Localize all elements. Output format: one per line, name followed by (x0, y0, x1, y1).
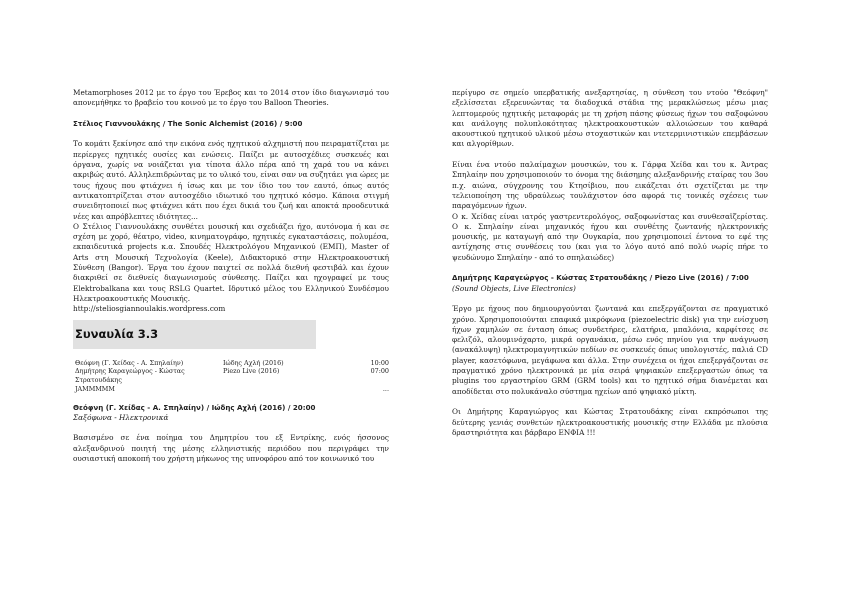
schedule-performers (75, 359, 211, 394)
schedule-performer: Δημήτρης Καραγεώργος - Κώστας (75, 367, 185, 376)
concert-section-banner (73, 320, 316, 349)
left-column (73, 88, 389, 464)
schedule-works (223, 359, 284, 376)
piece-instrumentation: Σαξόφωνα - Ηλεκτρονικά (73, 412, 169, 422)
iodis-achli-description-continued: περίγυρο σε σημείο υπερβατικής ανεξαρτησίας, η σύνθεση του ντούο "Θεόφνη" εξελίσσεται εξερευνώντας τα διαδοχικά στάδια της μερακλώσεως μέσω μιας λεπτομερούς ηχητικής μεταφοράς με τη χρήση πάσης φύσεως ήχων του σαξοφώνου και ανάλογης πολυπλοκότητας ηλεκτροακουστικών αλλοιώσεων του καθαρά ακουστικού ηχητικού υλικού μέσω στοχαστικών και ντετερμινιστικών επεμβάσεων και αλγορίθμων. (452, 88, 768, 149)
schedule-performer: Στρατουδάκης (75, 375, 122, 384)
schedule-performer: Θεόφνη (Γ. Χείδας - Α. Σπηλαίην) (75, 358, 184, 367)
concert-schedule (73, 359, 389, 403)
schedule-duration: 07:00 (370, 367, 389, 376)
schedule-performer: JAMMMMM (75, 384, 115, 393)
schedule-duration: 10:00 (370, 358, 389, 367)
schedule-duration (333, 376, 389, 385)
schedule-duration: ... (382, 384, 389, 393)
piezo-live-description: Έργο με ήχους που δημιουργούνται ζωντανά και επεξεργάζονται σε πραγματικό χρόνο. Χρησιμοποιούνται επαφικά μικρόφωνα (piezoelectric disk) για την ενίσχυση ήχων χαμηλών σε ένταση όπως συνδετήρες, ελατήρια, μπαλόνια, καρφίτσες σε φελιζόλ, αλουμινόχαρτο, μικρά οργανάκια, μέσω ενός πηνίου για την ανάγνωση (ανακάλυψη) ηλεκτρομαγνητικών πεδίων σε συσκευές όπως υπολογιστές, παλιά CD player, κασετόφωνα, μεγάφωνα και άλλα. Στην συνέχεια οι ήχοι επεξεργάζονται σε πραγματικό χρόνο ηλεκτρονικά με μία σειρά ψηφιακών επεξεργαστών όπως τα plugins του εργαστηρίου GRM (GRM tools) και το ηχητικό σήμα διανέμεται και αποδίδεται στο πολυκάναλο σύστημα ηχείων από ψηφιακό μίκτη. (452, 304, 768, 396)
schedule-work: Piezo Live (2016) (223, 367, 280, 376)
duo-bio: Είναι ένα ντούο παλαίμαχων μουσικών, του κ. Γάρφα Χείδα και του κ. Άντρας Σπηλαίην που χρησιμοποιούν το όνομα της διάσημης αλεξανδρινής εταίρας του 3ου π.χ. αιώνα, σύγχρονης του Κτησίβιου, που εικάζεται ότι σχετίζεται με την τελειοποίηση της υδραύλεως τουλάχιστον όσο αφορά τις τονικές σχέσεις των παραγόμενων ήχων. (452, 160, 768, 211)
iodis-achli-description: Βασισμένο σε ένα ποίημα του Δημητρίου του εξ Εντρίκης, ενός ήσσονος αλεξανδρινού ποιητή της μέσης ελληνιστικής περιόδου που περιγράφει την ουσιαστική αποκοπή του χρήστη μήκωνος της υπνοφόρου από τον κοινωνικό του (73, 433, 389, 464)
piece-heading-piezo-live: Δημήτρης Καραγεώργος - Κώστας Στρατουδάκης / Piezo Live (2016) / 7:00 (452, 273, 749, 283)
sonic-alchemist-description: Το κομάτι ξεκίνησε από την εικόνα ενός ηχητικού αλχημιστή που πειραματίζεται με περίεργες ηχητικές ουσίες και ενώσεις. Παίζει με αυτοσχέδιες συσκευές και όργανα, χωρίς να νοιάζεται για τίποτα άλλο πέρα από τη χαρά του να κάνει ακριβώς αυτό. Αλληλεπιδρώντας με το υλικό του, είναι σαν να συζητάει για ώρες με τους ήχους που φτιάχνει ή ίσως και με τον ίδιο του τον εαυτό, όπως αυτός αντικατοπτρίζεται στον αυτοσχέδιο ιδιωτικό του ηχητικό κόσμο. Κάποια στιγμή συνειδητοποιεί πως φτιάχνει κάτι που έχει δικιά του ζωή και αποκτά προοδευτικά νέες και απρόβλεπτες ιδιότητες... (73, 139, 389, 221)
intro-paragraph: Metamorphoses 2012 με το έργο του Έρεβος και το 2014 στον ίδιο διαγωνισμό του απονεμήθηκε το βραβείο του κοινού με το έργο του Balloon Theories. (73, 88, 389, 108)
concert-title: Συναυλία 3.3 (75, 327, 159, 342)
right-column (452, 88, 768, 438)
piece-instrumentation: (Sound Objects, Live Electronics) (452, 283, 576, 293)
schedule-durations (333, 359, 389, 394)
piece-heading-iodis-achli: Θεόφνη (Γ. Χείδας - Α. Σπηλαίην) / Ιώδης Αχλή (2016) / 20:00 (73, 402, 316, 412)
piece-heading-sonic-alchemist: Στέλιος Γιαννουλάκης / The Sonic Alchemist (2016) / 9:00 (73, 118, 303, 128)
schedule-work: Ιώδης Αχλή (2016) (223, 358, 284, 367)
duo-members-bio: Ο κ. Χείδας είναι ιατρός γαστρεντερολόγος, σαξοφωνίστας και συνθεσαϊζερίστας. Ο κ. Σπηλαίην είναι μηχανικός ήχου και συνθέτης ζωντανής ηλεκτρονικής μουσικής, με καταγωγή από την Ουγκαρία, που χρησιμοποιεί έντονα το εφέ της αντίχησης στις συνθέσεις του (και για το λόγο αυτό από πολύ νωρίς πήρε το ψευδώνυμο Σπηλαίην - από το σπηλαιώδες) (452, 211, 768, 262)
giannoulakis-bio: Ο Στέλιος Γιαννουλάκης συνθέτει μουσική και σχεδιάζει ήχο, αυτόνομα ή και σε σχέση με χορό, θέατρο, video, κινηματογράφο, ηχητικές εγκαταστάσεις, πολυμέσα, εκπαιδευτικά projects κ.α. Σπουδές Ηλεκτρολόγου Μηχανικού (ΕΜΠ), Master of Arts στη Μουσική Τεχνολογία (Keele), Διδακτορικό στην Ηλεκτροακουστική Σύνθεση (Bangor). Έργα του έχουν παιχτεί σε πολλά διεθνή φεστιβάλ και έχουν διακριθεί σε διεθνείς διαγωνισμούς σύνθεσης. Παίζει και ηχογραφεί με τους Elektrobalkana και τους RSLG Quartet. Ιδρυτικό μέλος του Ελληνικού Συνδέσμου Ηλεκτροακουστικής Μουσικής. (73, 221, 389, 303)
giannoulakis-website: http://steliosgiannoulakis.wordpress.com (73, 304, 226, 314)
piezo-live-bio: Οι Δημήτρης Καραγιώργος και Κώστας Στρατουδάκης είναι εκπρόσωποι της δεύτερης γενιάς συνθετών ηλεκτροακουστικής μουσικής στην Ελλάδα με πλούσια δραστηριότητα και βάρβαρο ΕΝΦΙΑ !!! (452, 407, 768, 437)
